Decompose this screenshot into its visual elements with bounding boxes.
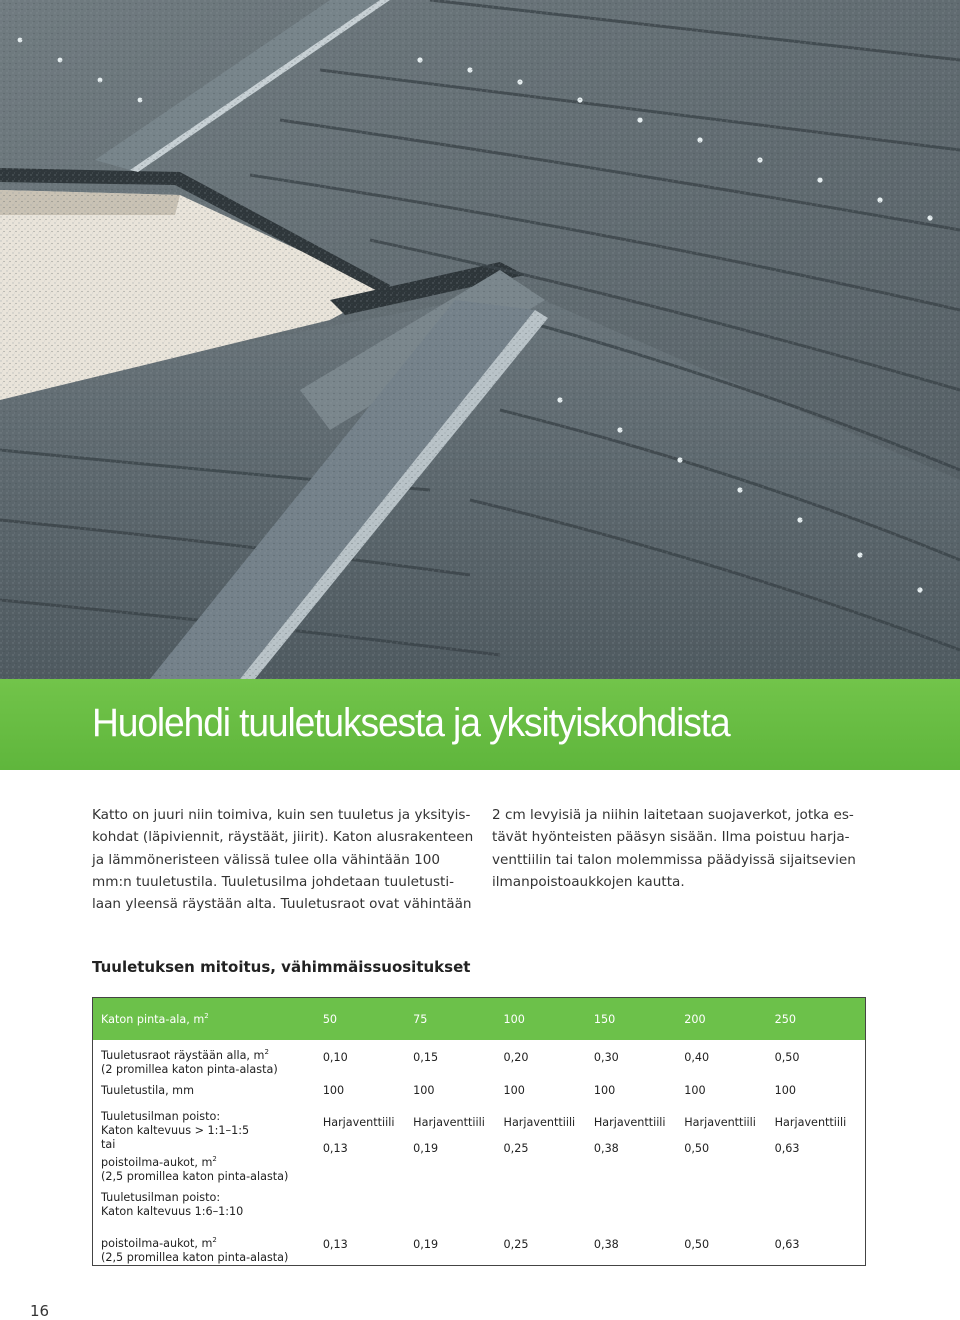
table-cell: 0,13 xyxy=(322,1238,348,1251)
header-area-cell: 100 xyxy=(504,998,594,1041)
superscript: 2 xyxy=(264,1048,269,1056)
table-row-eaves-gap xyxy=(93,1040,866,1083)
header-label: Katon pinta-ala, m xyxy=(101,1013,205,1026)
table-cell: 100 xyxy=(503,1084,525,1097)
text-line: kohdat (läpiviennit, räystäät, jiirit). Katon alusrakenteen xyxy=(92,829,474,846)
row-label-line xyxy=(101,1152,323,1170)
superscript: 2 xyxy=(212,1236,217,1244)
ventilation-table xyxy=(92,997,866,1266)
table-cell: 0,10 xyxy=(322,1051,348,1064)
text-line: ja lämmöneristeen välissä tulee olla vähintään 100 xyxy=(92,851,441,868)
table-cell: 100 xyxy=(593,1084,616,1097)
table-cell: 0,50 xyxy=(684,1238,710,1251)
page-number: 16 xyxy=(30,1302,50,1320)
row-label-line xyxy=(101,1233,323,1251)
text-line: tävät hyönteisten pääsyn sisään. Ilma poistuu harja- xyxy=(492,829,850,846)
opening-value: 0,63 xyxy=(774,1142,800,1155)
table-cell: 100 xyxy=(684,1084,706,1097)
row-label-cell: Tuuletustila, mm xyxy=(101,1084,194,1097)
table-cell xyxy=(413,1106,503,1186)
header-area-cell: 75 xyxy=(413,998,503,1041)
title-banner xyxy=(0,679,960,770)
row-label-text: poistoilma-aukot, m xyxy=(101,1237,213,1250)
table-cell: 100 xyxy=(774,1084,796,1097)
table-row-exhaust-steep xyxy=(93,1106,866,1186)
text-line: laan yleensä räystään alta. Tuuletusraot ovat vähintään xyxy=(92,896,472,913)
table-cell: 100 xyxy=(413,1084,435,1097)
row-label-line xyxy=(101,1045,323,1063)
row-label-text: Tuuletusraot räystään alla, m xyxy=(101,1049,265,1062)
table-cell: 0,20 xyxy=(503,1051,529,1064)
row-label-line: tai xyxy=(101,1138,116,1151)
opening-value: 0,50 xyxy=(684,1142,710,1155)
text-line: mm:n tuuletustila. Tuuletusilma johdetaan tuuletusti- xyxy=(92,873,455,890)
opening-value: 0,38 xyxy=(593,1142,619,1155)
table-cell: 0,40 xyxy=(684,1051,710,1064)
table-cell: 0,38 xyxy=(593,1238,619,1251)
row-label-cell xyxy=(93,1106,323,1186)
table-title: Tuuletuksen mitoitus, vähimmäissuositukset xyxy=(92,958,471,976)
table-cell xyxy=(775,1106,866,1186)
text-line: ilmanpoistoaukkojen kautta. xyxy=(492,873,685,890)
table-cell: 100 xyxy=(322,1084,345,1097)
spacer xyxy=(101,1219,323,1233)
row-label-text: poistoilma-aukot, m xyxy=(101,1156,213,1169)
superscript: 2 xyxy=(212,1155,217,1163)
row-label-cell xyxy=(93,1186,323,1266)
header-area-cell: 200 xyxy=(684,998,774,1041)
row-label-cell xyxy=(93,1040,323,1083)
text-line: 2 cm levyisiä ja niihin laitetaan suojaverkot, jotka es- xyxy=(492,807,854,823)
header-area-cell: 250 xyxy=(775,998,866,1041)
text-line: venttiilin tai talon molemmissa päädyissä sijaitsevien xyxy=(492,851,856,868)
table-cell: 0,30 xyxy=(593,1051,619,1064)
table-cell: 0,63 xyxy=(774,1238,800,1251)
text-line: Katto on juuri niin toimiva, kuin sen tuuletus ja yksityis- xyxy=(92,807,471,823)
table-cell xyxy=(684,1106,774,1186)
page-title: Huolehdi tuuletuksesta ja yksityiskohdista xyxy=(92,701,730,745)
table-cell: 0,15 xyxy=(413,1051,439,1064)
table-row-vent-space xyxy=(93,1083,866,1106)
table-cell: 0,25 xyxy=(503,1238,529,1251)
intro-paragraph-left xyxy=(92,804,472,915)
opening-value: 0,13 xyxy=(322,1142,348,1155)
table-header-row xyxy=(93,998,866,1041)
table-cell: 0,19 xyxy=(413,1238,439,1251)
table-row-exhaust-low xyxy=(93,1186,866,1266)
ridge-vent-value: Harjaventtiili xyxy=(684,1116,756,1129)
opening-value: 0,25 xyxy=(503,1142,529,1155)
ridge-vent-value: Harjaventtiili xyxy=(774,1116,847,1129)
row-label-line: Tuuletusilman poisto: xyxy=(101,1110,221,1123)
table-cell xyxy=(504,1106,594,1186)
header-label-cell xyxy=(93,998,323,1041)
opening-value: 0,19 xyxy=(413,1142,439,1155)
ridge-vent-value: Harjaventtiili xyxy=(593,1116,666,1129)
ridge-vent-value: Harjaventtiili xyxy=(413,1116,485,1129)
row-label-line: Tuuletusilman poisto: xyxy=(101,1191,221,1204)
row-label-line: Katon kaltevuus 1:6–1:10 xyxy=(101,1205,244,1218)
ridge-vent-value: Harjaventtiili xyxy=(503,1116,576,1129)
table-cell xyxy=(323,1106,413,1186)
table-cell xyxy=(594,1106,684,1186)
superscript: 2 xyxy=(204,1012,209,1020)
row-label-line: (2,5 promillea katon pinta-alasta) xyxy=(101,1170,289,1183)
intro-column-left xyxy=(92,804,472,915)
header-area-cell: 150 xyxy=(594,998,684,1041)
row-label-line: (2,5 promillea katon pinta-alasta) xyxy=(101,1251,289,1264)
header-area-cell: 50 xyxy=(323,998,413,1041)
table-cell: 0,50 xyxy=(774,1051,800,1064)
intro-column-right xyxy=(492,804,872,893)
intro-paragraph-right xyxy=(492,804,872,893)
row-label-line: Katon kaltevuus > 1:1–1:5 xyxy=(101,1124,250,1137)
row-label-line: (2 promillea katon pinta-alasta) xyxy=(101,1063,278,1076)
ridge-vent-value: Harjaventtiili xyxy=(322,1116,395,1129)
